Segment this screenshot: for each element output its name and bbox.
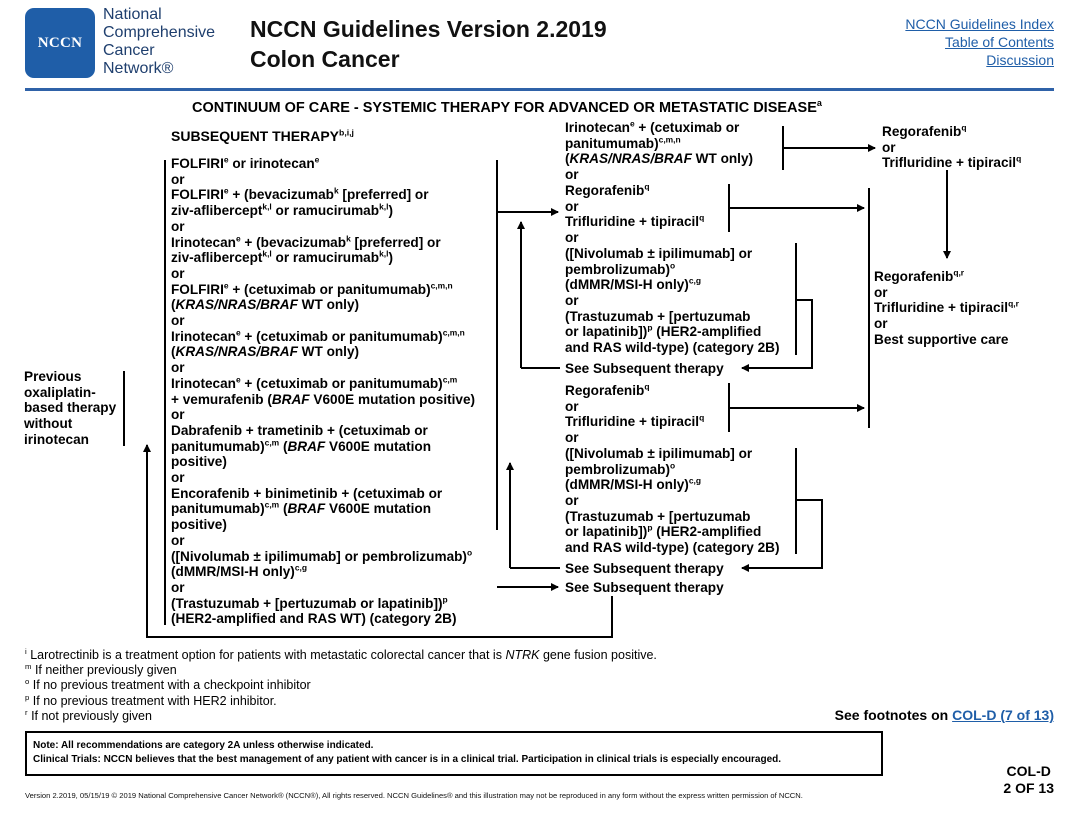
see-subsequent-therapy-2: See Subsequent therapy <box>565 561 724 576</box>
footnote: $^r$ If not previously given <box>25 707 152 723</box>
option-line: and RAS wild-type) (category 2B) <box>565 540 780 556</box>
option-line: ([Nivolumab ± ipilimumab] or <box>565 245 753 261</box>
option-line: Trifluridine + tipiracil$^{q,r}$ <box>874 298 1019 316</box>
option-line: Trifluridine + tipiracil$^q$ <box>565 212 705 230</box>
previous-therapy-line: irinotecan <box>24 431 89 447</box>
option-line: (HER2-amplified and RAS WT) (category 2B) <box>171 611 457 627</box>
see-footnotes <box>835 707 1054 723</box>
option-line: panitumumab)$^{c,m}$ (BRAF V600E mutation <box>171 437 432 454</box>
note-line: Clinical Trials: NCCN believes that the best management of any patient with cancer is in a clinical trial. Participation in clinical trials is especially encouraged. <box>33 754 782 765</box>
footnote: $^o$ If no previous treatment with a checkpoint inhibitor <box>25 677 311 693</box>
option-line: or lapatinib])$^p$ (HER2-amplified <box>565 322 762 340</box>
section-title-sup: a <box>816 98 822 109</box>
option-line: Irinotecan$^e$ + (cetuximab or panitumumab)$^{c,m,n}$ <box>171 327 465 344</box>
option-line: positive) <box>171 454 227 470</box>
footnote: $^p$ If no previous treatment with HER2 inhibitor. <box>25 692 277 708</box>
previous-therapy-line: without <box>24 416 73 432</box>
page-code: COL-D <box>1006 763 1051 779</box>
option-line: (KRAS/NRAS/BRAF WT only) <box>171 344 360 360</box>
option-line: or <box>171 407 185 423</box>
option-line: or <box>171 532 185 548</box>
option-line: $FOLFIRI^e$ + (bevacizumab$^k$ [preferred] or <box>171 185 429 203</box>
discussion-link[interactable]: Discussion <box>986 52 1054 68</box>
option-line: Trifluridine + tipiracil$^q$ <box>882 153 1022 171</box>
option-line: or <box>565 398 579 414</box>
option-line: Best supportive care <box>874 331 1009 347</box>
org-name-line: Network® <box>103 60 174 77</box>
guidelines-index-link[interactable]: NCCN Guidelines Index <box>905 16 1054 32</box>
option-line: Regorafenib$^q$ <box>565 181 650 198</box>
option-line: (KRAS/NRAS/BRAF WT only) <box>171 297 360 313</box>
guideline-subtitle: Colon Cancer <box>250 46 400 72</box>
option-line: ziv-aflibercept$^{k,l}$ or ramucirumab$^{k,l}$) <box>171 248 393 266</box>
footnote: $^i$ Larotrectinib is a treatment option for patients with metastatic colorectal cancer that is NTRK gene fusion positive. <box>25 646 657 662</box>
option-line: or lapatinib])$^p$ (HER2-amplified <box>565 522 762 540</box>
arrow-to-see-subsequent-2 <box>742 500 822 568</box>
option-line: or <box>874 284 888 300</box>
option-line: or <box>171 265 185 281</box>
previous-therapy-line: oxaliplatin- <box>24 384 96 400</box>
subsequent-heading-text: SUBSEQUENT THERAPY <box>171 128 340 144</box>
option-line: Regorafenib$^{q,r}$ <box>874 267 965 284</box>
option-line: or <box>171 579 185 595</box>
see-subsequent-therapy-1: See Subsequent therapy <box>565 361 724 376</box>
option-line: + vemurafenib (BRAF V600E mutation positive) <box>171 391 476 407</box>
option-line: Encorafenib + binimetinib + (cetuximab or <box>171 485 443 501</box>
option-line: Regorafenib$^q$ <box>565 381 650 398</box>
option-line: or <box>565 492 579 508</box>
see-footnotes-prefix: See footnotes on <box>834 707 953 723</box>
note-line: Note: All recommendations are category 2A unless otherwise indicated. <box>33 740 374 751</box>
option-line: or <box>565 198 579 214</box>
option-line: (Trastuzumab + [pertuzumab <box>565 508 751 524</box>
option-line: Trifluridine + tipiracil$^q$ <box>565 412 705 430</box>
option-line: or <box>171 313 185 329</box>
option-line: pembrolizumab)$^o$ <box>565 459 676 477</box>
option-line: or <box>171 171 185 187</box>
arrow-loop-back <box>147 445 612 637</box>
option-line: Regorafenib$^q$ <box>882 122 967 139</box>
copyright: Version 2.2019, 05/15/19 © 2019 National Comprehensive Cancer Network® (NCCN®), All rights reserved. NCCN Guidelines® and this illustration may not be reproduced in any form without the express written permission of NCCN. <box>25 791 803 800</box>
page-number: 2 OF 13 <box>1003 780 1054 796</box>
option-line: or <box>565 292 579 308</box>
org-name-line: Comprehensive <box>103 24 216 41</box>
option-line: or <box>565 230 579 246</box>
option-line: ziv-aflibercept$^{k,l}$ or ramucirumab$^{k,l}$) <box>171 201 393 219</box>
option-line: (dMMR/MSI-H only)$^{c,g}$ <box>565 275 702 293</box>
option-line: (dMMR/MSI-H only)$^{c,g}$ <box>565 475 702 493</box>
option-line: (KRAS/NRAS/BRAF WT only) <box>565 151 754 167</box>
footnote: $^m$ If neither previously given <box>25 662 177 678</box>
option-line: ([Nivolumab ± ipilimumab] or pembrolizumab)$^o$ <box>171 547 473 564</box>
option-line: or <box>882 139 896 155</box>
option-line: ([Nivolumab ± ipilimumab] or <box>565 445 753 461</box>
footnotes-page-link[interactable]: COL-D (7 of 13) <box>952 707 1054 723</box>
option-line: and RAS wild-type) (category 2B) <box>565 340 780 356</box>
option-line: (dMMR/MSI-H only)$^{c,g}$ <box>171 562 308 580</box>
org-name-line: National <box>103 6 162 23</box>
logo-abbrev: NCCN <box>37 34 83 51</box>
page-id <box>1003 763 1054 797</box>
org-name-line: Cancer <box>103 42 155 59</box>
previous-therapy-line: based therapy <box>24 400 117 416</box>
option-line: Irinotecan$^e$ + (cetuximab or <box>565 118 740 135</box>
option-line: panitumumab)$^{c,m}$ (BRAF V600E mutation <box>171 499 432 517</box>
option-line: positive) <box>171 517 227 533</box>
option-line: Dabrafenib + trametinib + (cetuximab or <box>171 422 428 438</box>
see-subsequent-therapy-3: See Subsequent therapy <box>565 580 724 595</box>
option-line: FOLFIRI$^e$ or irinotecan$^e$ <box>171 154 320 171</box>
option-line: panitumumab)$^{c,m,n}$ <box>565 134 681 151</box>
option-line: or <box>171 218 185 234</box>
guideline-version-title: NCCN Guidelines Version 2.2019 <box>250 16 607 42</box>
option-line: (Trastuzumab + [pertuzumab <box>565 308 751 324</box>
option-line: Irinotecan$^e$ + (cetuximab or panitumumab)$^{c,m}$ <box>171 374 458 391</box>
note-box <box>25 731 883 776</box>
table-of-contents-link[interactable]: Table of Contents <box>945 34 1054 50</box>
option-line: or <box>565 430 579 446</box>
section-title-text: CONTINUUM OF CARE - SYSTEMIC THERAPY FOR ADVANCED OR METASTATIC DISEASE <box>192 100 817 116</box>
option-line: or <box>171 470 185 486</box>
option-line: or <box>171 360 185 376</box>
option-line: (Trastuzumab + [pertuzumab or lapatinib])$^p$ <box>171 594 448 611</box>
option-line: pembrolizumab)$^o$ <box>565 259 676 277</box>
option-line: or <box>565 167 579 183</box>
arrow-to-see-subsequent-1 <box>742 300 812 368</box>
footnotes <box>25 648 657 724</box>
option-line: $FOLFIRI^e$ + (cetuximab or panitumumab)$^{c,m,n}$ <box>171 280 453 297</box>
option-line: Irinotecan$^e$ + (bevacizumab$^k$ [preferred] or <box>171 232 441 250</box>
option-line: or <box>874 316 888 332</box>
subsequent-heading-sup: b,i,j <box>339 127 354 138</box>
previous-therapy-line: Previous <box>24 369 82 384</box>
